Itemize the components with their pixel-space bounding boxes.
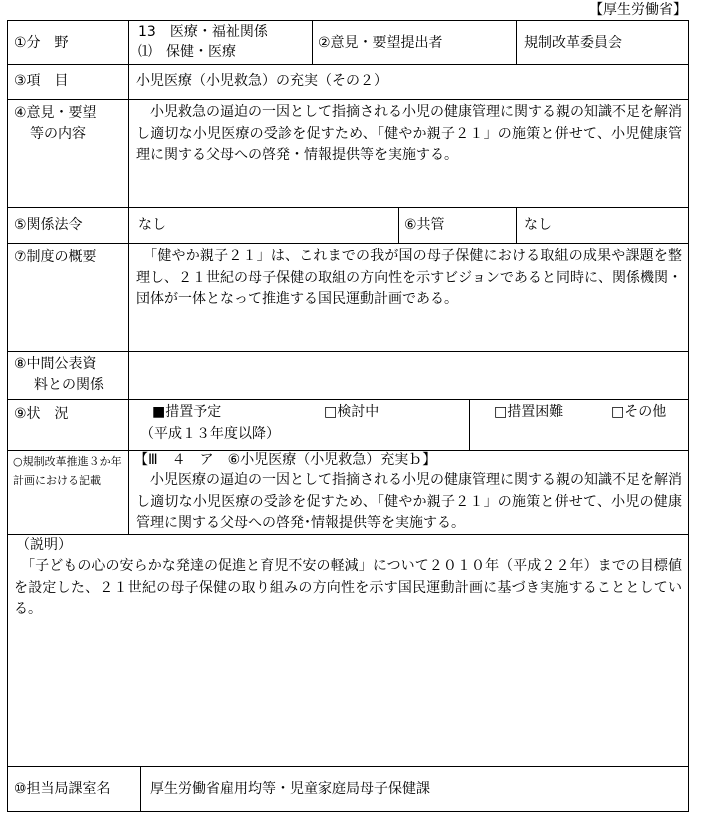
system-label: ⑦制度の概要 [14,249,97,265]
opinion-text: 小児救急の逼迫の一因として指摘される小児の健康管理に関する親の知識不足を解消し適切な小児医療の受診を促すため、「健やか親子２１」の施策と併せて、小児健康管理に関する父母への啓発・情報提供等を実施する。 [136,104,682,163]
field-label: ①分 野 [14,35,69,51]
status-option-other: □その他 [611,404,667,420]
plan-label-line2: 計画における記載 [13,474,101,487]
opinion-label-line1: ④意見・要望 [14,105,97,121]
plan-text: 小児医療の逼迫の一因として指摘される小児の健康管理に関する親の知識不足を解消し適切な小児医療の受診を促すため、「健やか親子２１」の施策と併せて、小児の健康管理に関する父母への啓発･情報提供等を実施する。 [136,472,682,531]
explanation-text: 「子どもの心の安らかな発達の促進と育児不安の軽減」について２０１０年（平成２２年）までの目標値を設定した、２１世紀の母子保健の取り組みの方向性を示す国民運動計画に基づき実施することとしている。 [14,558,682,617]
plan-label-line1: ○規制改革推進３か年 [13,455,122,468]
explanation-heading: （説明） [16,537,72,553]
interim-label-line1: ⑧中間公表資 [14,356,97,372]
ministry-tag: 【厚生労働省】 [589,2,687,18]
status-option-reviewing: □検討中 [324,404,380,420]
status-option-planned: ■措置予定 [152,404,222,420]
laws-value: なし [138,217,166,233]
opinion-label-line2: 等の内容 [30,126,86,142]
system-text: 「健やか親子２１」は、これまでの我が国の母子保健における取組の成果や課題を整理し、２１世紀の母子保健の取組の方向性を示すビジョンであると同時に、関係機関・団体が一体となって推進する国民運動計画である。 [136,248,682,307]
status-option-difficult: □措置困難 [494,404,564,420]
office-label: ⑩担当局課室名 [14,781,111,797]
status-planned-note: （平成１３年度以降） [140,426,280,442]
joint-value: なし [524,217,552,233]
joint-label: ⑥共管 [404,217,445,233]
item-label: ③項 目 [14,73,69,89]
field-value-line1: 13 医療・福祉関係 [138,24,268,40]
field-value-line2: ⑴ 保健・医療 [138,44,236,60]
submitter-label: ②意見・要望提出者 [318,35,443,51]
plan-heading: 【Ⅲ ４ ア ⑥小児医療（小児救急）充実ｂ】 [134,452,437,468]
submitter-value: 規制改革委員会 [524,35,622,51]
interim-label-line2: 料との関係 [34,377,104,393]
item-value: 小児医療（小児救急）の充実（その２） [136,73,388,89]
office-value: 厚生労働省雇用均等・児童家庭局母子保健課 [150,781,430,797]
status-label: ⑨状 況 [14,406,69,422]
laws-label: ⑤関係法令 [14,217,83,233]
